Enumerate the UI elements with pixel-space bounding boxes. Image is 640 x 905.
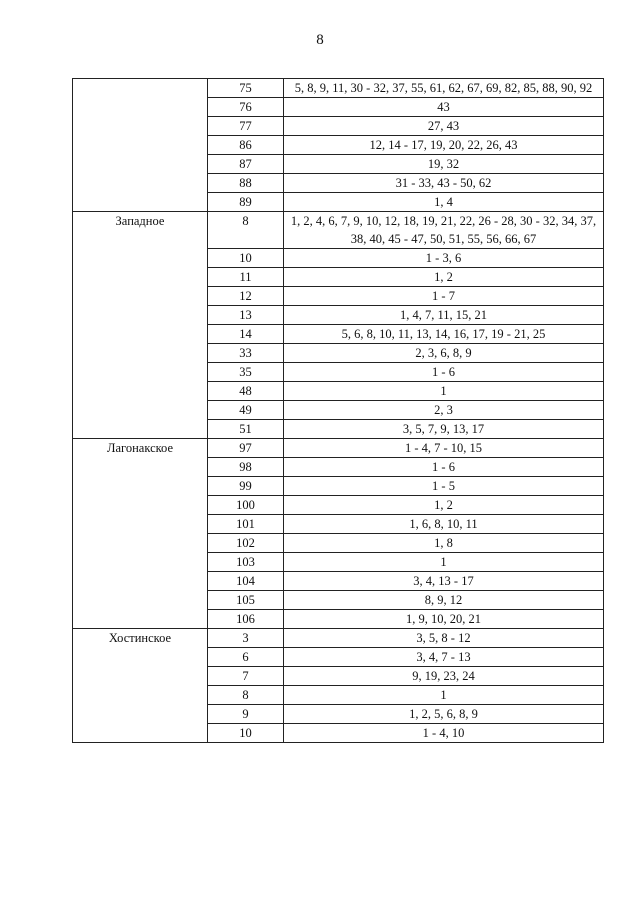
quarter-number: 100 xyxy=(208,496,284,515)
page-number: 8 xyxy=(316,32,324,48)
quarter-number: 6 xyxy=(208,648,284,667)
forest-quarters-table xyxy=(72,78,604,743)
quarter-number: 77 xyxy=(208,117,284,136)
section-numbers: 1, 8 xyxy=(284,534,604,553)
section-numbers: 1 xyxy=(284,686,604,705)
quarter-number: 97 xyxy=(208,439,284,458)
table-row xyxy=(73,439,604,458)
quarter-number: 101 xyxy=(208,515,284,534)
quarter-number: 49 xyxy=(208,401,284,420)
section-numbers: 9, 19, 23, 24 xyxy=(284,667,604,686)
section-numbers: 27, 43 xyxy=(284,117,604,136)
quarter-number: 14 xyxy=(208,325,284,344)
quarter-number: 98 xyxy=(208,458,284,477)
section-numbers: 1, 2 xyxy=(284,496,604,515)
quarter-number: 48 xyxy=(208,382,284,401)
quarter-number: 8 xyxy=(208,686,284,705)
section-numbers: 43 xyxy=(284,98,604,117)
section-numbers: 5, 8, 9, 11, 30 - 32, 37, 55, 61, 62, 67, 69, 82, 85, 88, 90, 92 xyxy=(284,79,604,98)
quarter-number: 106 xyxy=(208,610,284,629)
quarter-number: 10 xyxy=(208,249,284,268)
section-numbers: 1, 4, 7, 11, 15, 21 xyxy=(284,306,604,325)
section-numbers: 1 - 3, 6 xyxy=(284,249,604,268)
section-numbers: 1 - 4, 7 - 10, 15 xyxy=(284,439,604,458)
forestry-name: Лагонакское xyxy=(73,439,208,629)
quarter-number: 11 xyxy=(208,268,284,287)
section-numbers: 2, 3 xyxy=(284,401,604,420)
table-body xyxy=(73,79,604,743)
section-numbers: 1 xyxy=(284,553,604,572)
quarter-number: 3 xyxy=(208,629,284,648)
section-numbers: 1, 6, 8, 10, 11 xyxy=(284,515,604,534)
section-numbers: 3, 4, 13 - 17 xyxy=(284,572,604,591)
section-numbers: 1 - 7 xyxy=(284,287,604,306)
section-numbers: 31 - 33, 43 - 50, 62 xyxy=(284,174,604,193)
quarter-number: 51 xyxy=(208,420,284,439)
quarter-number: 105 xyxy=(208,591,284,610)
section-numbers: 2, 3, 6, 8, 9 xyxy=(284,344,604,363)
section-numbers: 19, 32 xyxy=(284,155,604,174)
section-numbers: 12, 14 - 17, 19, 20, 22, 26, 43 xyxy=(284,136,604,155)
section-numbers: 1, 4 xyxy=(284,193,604,212)
section-numbers: 8, 9, 12 xyxy=(284,591,604,610)
table-row xyxy=(73,79,604,98)
section-numbers: 1 - 4, 10 xyxy=(284,724,604,743)
quarter-number: 35 xyxy=(208,363,284,382)
section-numbers: 3, 4, 7 - 13 xyxy=(284,648,604,667)
quarter-number: 104 xyxy=(208,572,284,591)
table-row xyxy=(73,212,604,249)
section-numbers: 3, 5, 7, 9, 13, 17 xyxy=(284,420,604,439)
forestry-name: Хостинское xyxy=(73,629,208,743)
quarter-number: 33 xyxy=(208,344,284,363)
table-row xyxy=(73,629,604,648)
quarter-number: 13 xyxy=(208,306,284,325)
quarter-number: 7 xyxy=(208,667,284,686)
section-numbers: 1 - 6 xyxy=(284,458,604,477)
section-numbers: 3, 5, 8 - 12 xyxy=(284,629,604,648)
quarter-number: 8 xyxy=(208,212,284,249)
quarter-number: 89 xyxy=(208,193,284,212)
quarter-number: 12 xyxy=(208,287,284,306)
quarter-number: 88 xyxy=(208,174,284,193)
quarter-number: 76 xyxy=(208,98,284,117)
quarter-number: 102 xyxy=(208,534,284,553)
section-numbers: 1 xyxy=(284,382,604,401)
forestry-name xyxy=(73,79,208,212)
section-numbers: 1 - 6 xyxy=(284,363,604,382)
quarter-number: 99 xyxy=(208,477,284,496)
quarter-number: 103 xyxy=(208,553,284,572)
forestry-name: Западное xyxy=(73,212,208,439)
quarter-number: 10 xyxy=(208,724,284,743)
quarter-number: 75 xyxy=(208,79,284,98)
section-numbers: 1 - 5 xyxy=(284,477,604,496)
quarter-number: 9 xyxy=(208,705,284,724)
section-numbers: 5, 6, 8, 10, 11, 13, 14, 16, 17, 19 - 21, 25 xyxy=(284,325,604,344)
section-numbers: 1, 2, 5, 6, 8, 9 xyxy=(284,705,604,724)
section-numbers: 1, 2, 4, 6, 7, 9, 10, 12, 18, 19, 21, 22, 26 - 28, 30 - 32, 34, 37, 38, 40, 45 - 47, 50, 51, 55, 56, 66, 67 xyxy=(284,212,604,249)
quarter-number: 86 xyxy=(208,136,284,155)
section-numbers: 1, 2 xyxy=(284,268,604,287)
section-numbers: 1, 9, 10, 20, 21 xyxy=(284,610,604,629)
quarter-number: 87 xyxy=(208,155,284,174)
